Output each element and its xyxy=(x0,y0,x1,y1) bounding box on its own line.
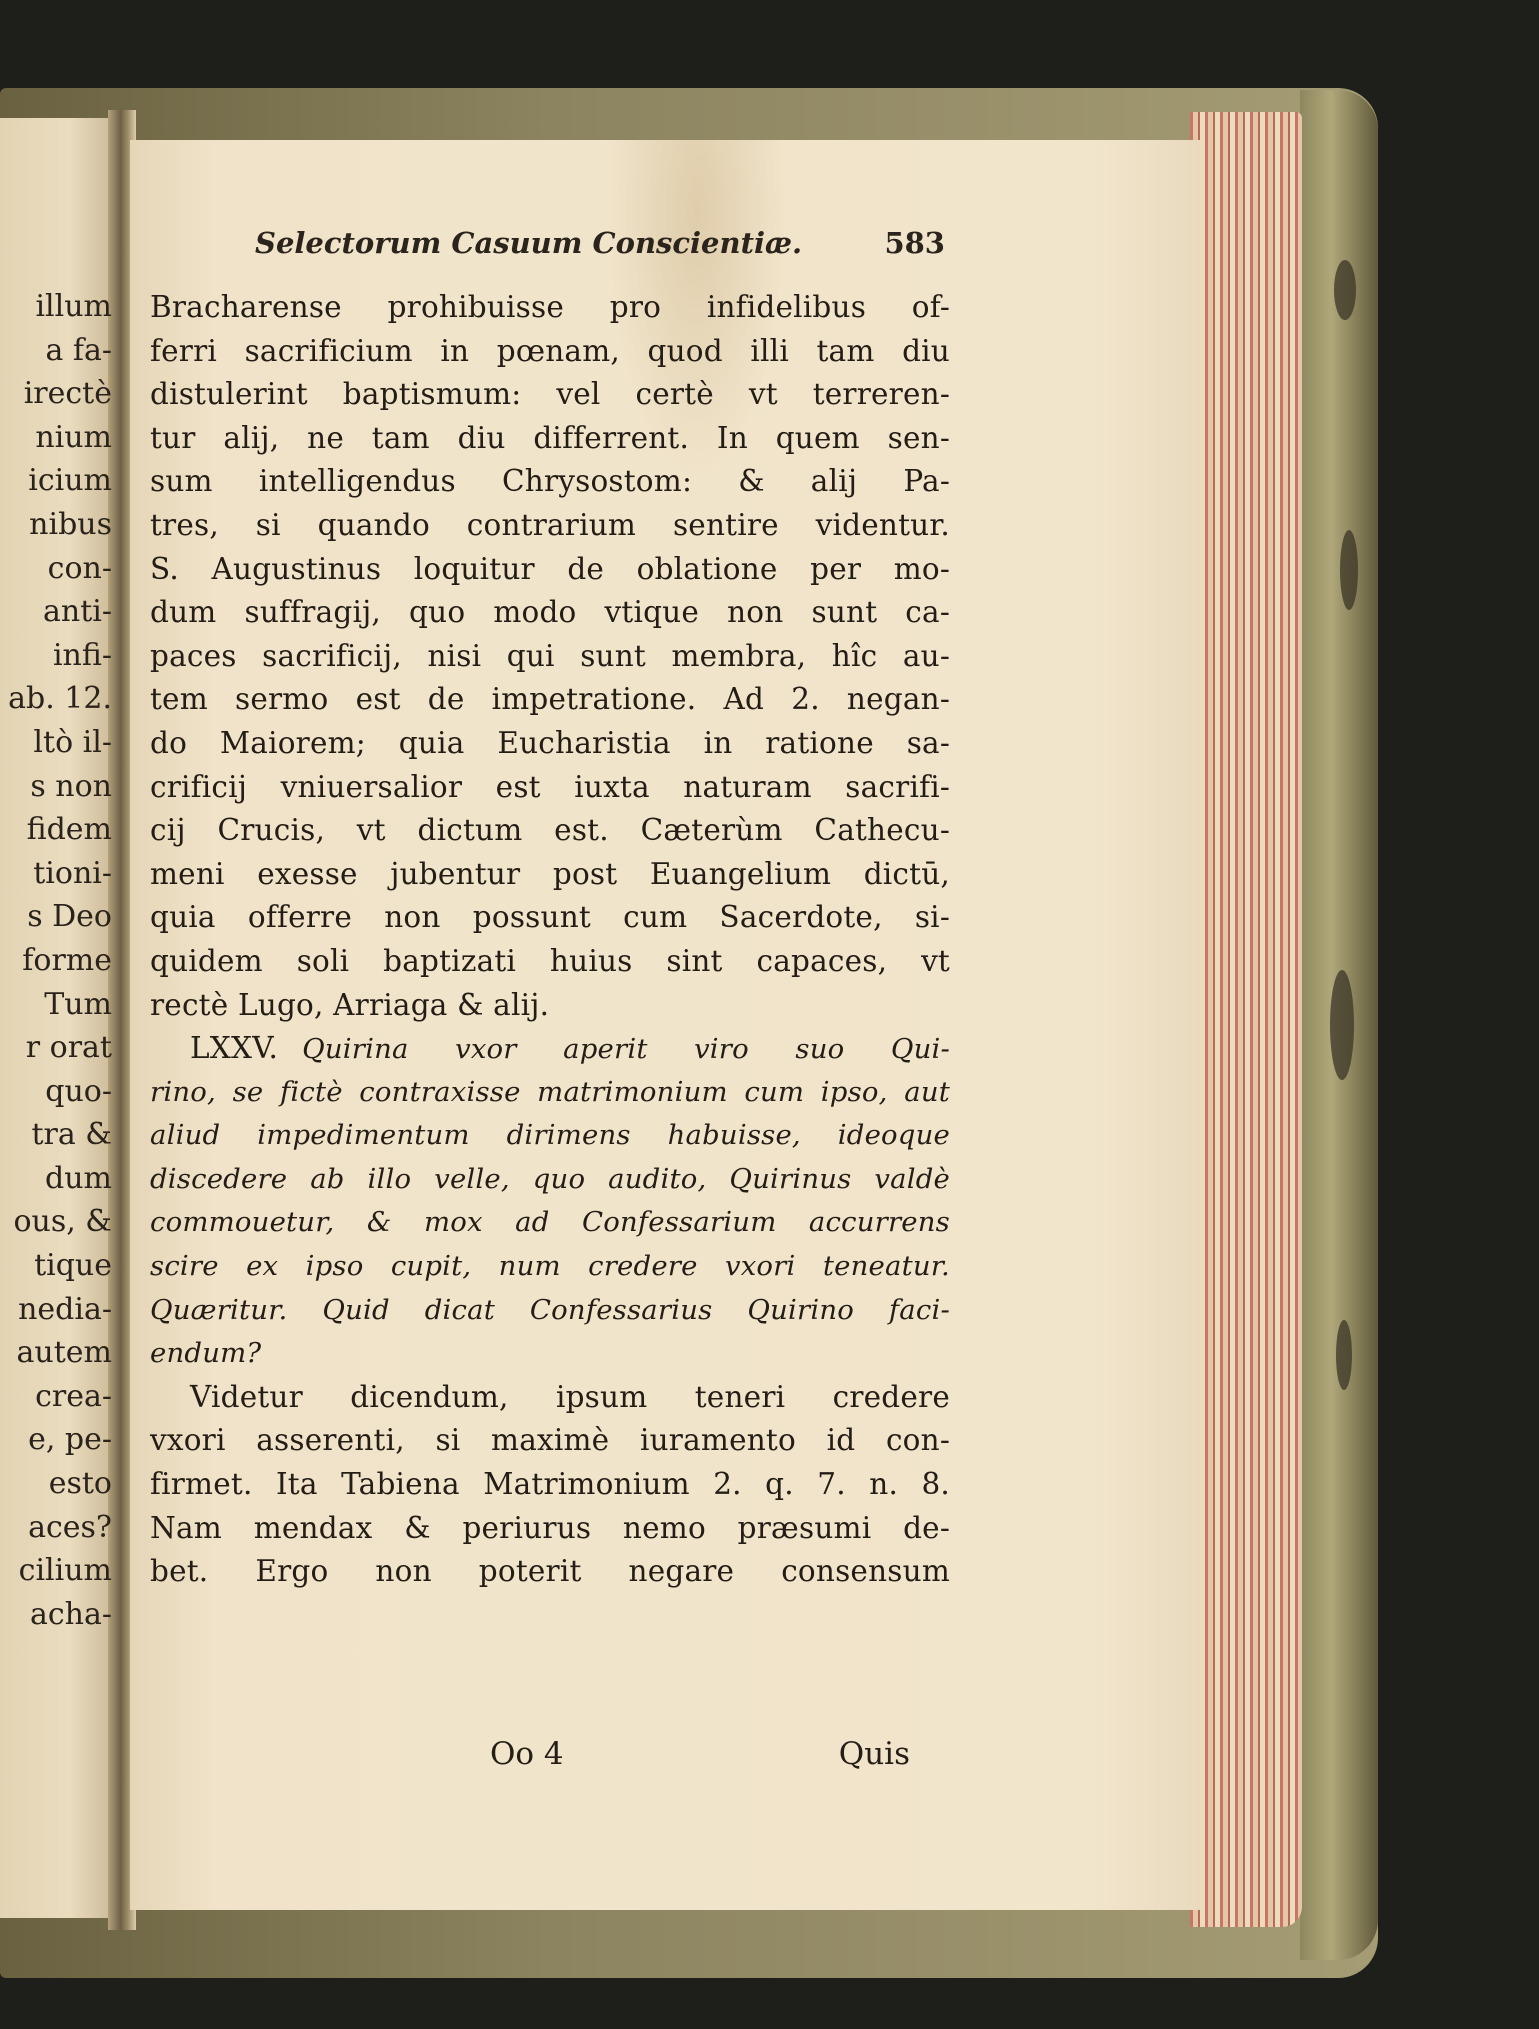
left-page-line: irectè xyxy=(23,376,112,412)
running-title: Selectorum Casuum Conscientiæ. xyxy=(255,226,803,260)
left-page-line: tique xyxy=(34,1248,112,1284)
left-page-line: Tum xyxy=(44,986,112,1022)
page-edges xyxy=(1190,112,1302,1927)
text-line: distulerint baptismum: vel certè vt terreren- xyxy=(150,377,950,412)
text-line: Videtur dicendum, ipsum teneri credere xyxy=(190,1379,950,1414)
wear-spot xyxy=(1336,1320,1352,1390)
text-line: do Maiorem; quia Eucharistia in ratione sa- xyxy=(150,725,950,760)
left-page-line: icium xyxy=(28,463,112,499)
page-number: 583 xyxy=(884,226,945,260)
case-heading: LXXV. xyxy=(190,1031,279,1066)
text-line: Bracharense prohibuisse pro infidelibus of- xyxy=(150,290,950,324)
text-line: dum suffragij, quo modo vtique non sunt ca- xyxy=(150,595,950,630)
left-page-line: nium xyxy=(35,419,112,455)
text-line: quia offerre non possunt cum Sacerdote, si- xyxy=(150,900,950,935)
left-page-line: dum xyxy=(45,1160,112,1196)
case-line: endum? xyxy=(150,1337,262,1370)
left-page-line: illum xyxy=(35,289,112,324)
left-page-line: anti- xyxy=(43,594,112,630)
wear-spot xyxy=(1330,970,1354,1080)
text-line: meni exesse jubentur post Euangelium dictū, xyxy=(150,856,950,891)
case-line: commouetur, & mox ad Confessarium accurrens xyxy=(150,1206,950,1239)
case-line: scire ex ipso cupit, num credere vxori teneatur. xyxy=(150,1250,950,1283)
text-line: Nam mendax & periurus nemo præsumi de- xyxy=(150,1510,950,1545)
left-page-line: nedia- xyxy=(18,1291,112,1327)
left-page-line: s non xyxy=(30,768,112,804)
text-line: tur alij, ne tam diu differrent. In quem sen- xyxy=(150,420,950,455)
left-page-line: r orat xyxy=(25,1030,112,1066)
page-body xyxy=(150,286,950,1594)
case-line: rino, se fictè contraxisse matrimonium cum ipso, aut xyxy=(150,1075,950,1108)
book-spine xyxy=(1300,90,1378,1960)
left-page-line: tra & xyxy=(31,1117,112,1153)
left-page-line: tioni- xyxy=(33,855,112,891)
left-page-line: forme xyxy=(22,942,112,978)
text-line: tem sermo est de impetratione. Ad 2. negan- xyxy=(150,682,950,717)
text-line: S. Augustinus loquitur de oblatione per mo- xyxy=(150,551,950,586)
text-line: cij Crucis, vt dictum est. Cæterùm Cathecu- xyxy=(150,813,950,848)
case-line: discedere ab illo velle, quo audito, Quirinus valdè xyxy=(150,1162,950,1195)
text-line: paces sacrificij, nisi qui sunt membra, hîc au- xyxy=(150,638,950,673)
left-page-line: aces? xyxy=(28,1509,112,1545)
left-page-line: a fa- xyxy=(45,332,112,368)
left-page-line: esto xyxy=(48,1466,112,1502)
case-first-line xyxy=(150,1027,950,1071)
text-line: vxori asserenti, si maximè iuramento id con- xyxy=(150,1423,950,1458)
text-line: rectè Lugo, Arriaga & alij. xyxy=(150,987,550,1022)
text-line: quidem soli baptizati huius sint capaces, vt xyxy=(150,943,950,978)
wear-spot xyxy=(1334,260,1356,320)
text-line: bet. Ergo non poterit negare consensum xyxy=(150,1554,950,1589)
left-page-line: con- xyxy=(47,550,112,586)
left-page-line: nibus xyxy=(29,506,112,542)
signature-mark: Oo 4 xyxy=(490,1736,564,1772)
case-line: Quirina vxor aperit viro suo Qui- xyxy=(302,1033,950,1066)
text-line: ferri sacrificium in pœnam, quod illi tam diu xyxy=(150,333,950,368)
text-line: tres, si quando contrarium sentire videntur. xyxy=(150,507,950,542)
answer-paragraph xyxy=(150,1376,950,1594)
running-header xyxy=(255,226,945,272)
paragraph-continuation xyxy=(150,286,950,1027)
left-page-line: acha- xyxy=(29,1596,112,1632)
left-page-line: s Deo xyxy=(27,899,112,935)
text-line: sum intelligendus Chrysostom: & alij Pa- xyxy=(150,464,950,499)
left-page-line: infi- xyxy=(52,637,112,673)
case-statement xyxy=(150,1071,950,1376)
left-page-line: fidem xyxy=(26,812,112,848)
left-page-line: ltò il- xyxy=(33,724,112,760)
wear-spot xyxy=(1340,530,1358,610)
left-page-line: autem xyxy=(16,1335,112,1371)
left-page-text xyxy=(0,285,116,1636)
case-line: Quæritur. Quid dicat Confessarius Quirino faci- xyxy=(150,1293,950,1326)
text-line: crificij vniuersalior est iuxta naturam sacrifi- xyxy=(150,769,950,804)
left-page-line: cilium xyxy=(18,1553,112,1589)
left-page-line: e, pe- xyxy=(28,1422,112,1458)
catchword: Quis xyxy=(838,1736,910,1772)
left-page-line: crea- xyxy=(35,1378,112,1414)
case-line: aliud impedimentum dirimens habuisse, ideoque xyxy=(150,1119,950,1152)
left-page-line: ab. 12. xyxy=(8,681,112,717)
text-line: firmet. Ita Tabiena Matrimonium 2. q. 7. n. 8. xyxy=(150,1467,950,1502)
page-footer xyxy=(490,1736,910,1784)
left-page-line: quo- xyxy=(45,1073,112,1109)
left-page-line: ous, & xyxy=(13,1204,112,1240)
